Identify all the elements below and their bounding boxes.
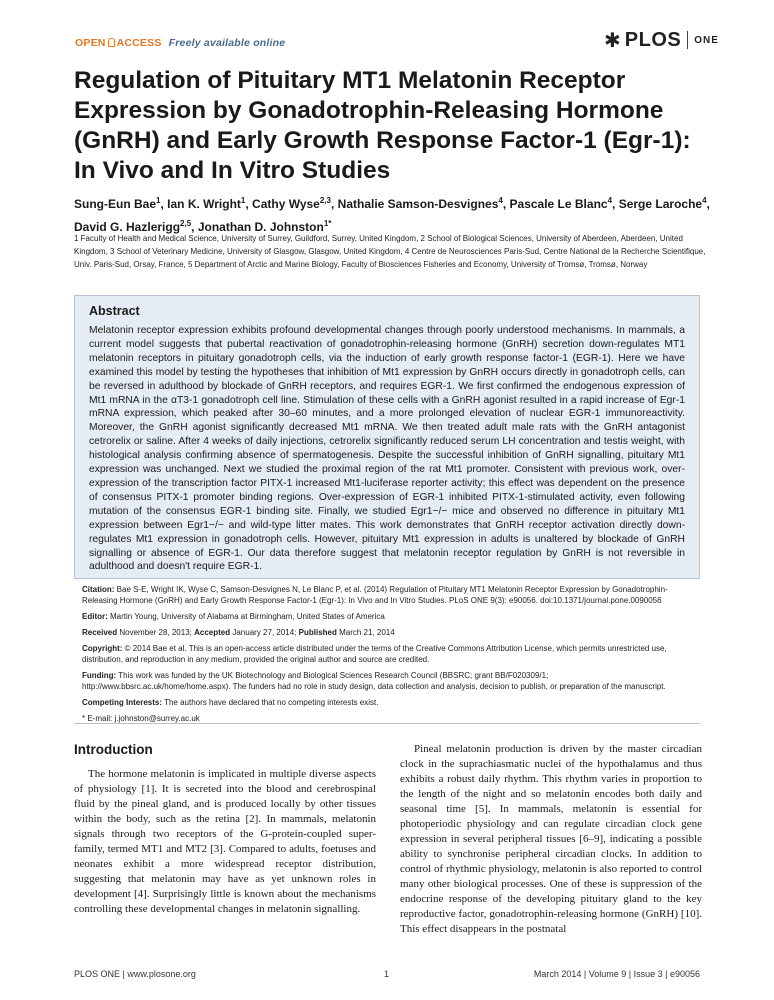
body-column-left [74,742,376,917]
freely-available-label: Freely available online [168,37,286,49]
logo-text: PLOS [624,28,682,51]
logo-subtext: ONE [694,34,719,46]
copyright: Copyright: © 2014 Bae et al. This is an open-access article distributed under the terms of the Creative Commons Attribution License, which permits unrestricted use, distribution, and reproduction in any medium, provided the original author and source are credited. [82,644,667,664]
footer-issue: March 2014 | Volume 9 | Issue 3 | e90056 [533,969,700,979]
author: Pascale Le Blanc [509,197,608,211]
lock-icon [108,38,115,47]
author-list: Sung-Eun Bae$^1$, Ian K. Wright$^1$, Cathy Wyse$^{2,3}$, Nathalie Samson-Desvignes$^4$, Pascale Le Blanc$^4$, Serge Laroche$^4$, David G. Hazlerigg$^{2,5}$, Jonathan D. Johnston$^{1*}$ [74,196,710,234]
dates: Received November 28, 2013; Accepted January 27, 2014; Published March 21, 2014 [82,628,395,637]
page-number: 1 [384,969,390,979]
author: David G. Hazlerigg [74,220,181,234]
funding: Funding: This work was funded by the UK Biotechnology and Biological Sciences Research Council (BBSRC; grant BB/F020309/1; http://www.bbsrc.ac.uk/home/home.aspx). The funders had no role in study design, data collection and analysis, decision to publish, or preparation of the manuscript. [82,671,666,691]
author: Ian K. Wright [167,197,241,211]
intro-paragraph: The hormone melatonin is implicated in multiple diverse aspects of physiology [1]. It is secreted into the blood and cerebrospinal fluid by the pineal gland, and is produced locally by other tissues within the body, such as the retina [2]. In mammals, melatonin signals through two receptors of the G-protein-coupled super-family, termed MT1 and MT2 [3]. Compared to adults, foetuses and neonates exhibit a more widespread receptor distribution, suggesting that melatonin may have as yet unknown roles in development [4]. Surprisingly little is known about the mechanisms controlling these developmental changes in melatonin signalling. [74,768,376,915]
author: Cathy Wyse [252,197,320,211]
body-column-right [400,742,702,937]
competing-interests: Competing Interests: The authors have declared that no competing interests exist. [82,698,379,707]
author: Jonathan D. Johnston [197,220,324,234]
email[interactable]: * E-mail: j.johnston@surrey.ac.uk [82,714,200,723]
plos-one-logo [604,28,719,52]
author: Serge Laroche [618,197,703,211]
affiliations: 1 Faculty of Health and Medical Science, University of Surrey, Guildford, Surrey, United Kingdom, 2 School of Biological Sciences, University of Aberdeen, Aberdeen, United Kingdom, 3 School of Veterinary Medicine, University of Glasgow, Glasgow, United Kingdom, 4 Centre de Neurosciences Paris-Sud, Centre National de la Recherche Scientifique, Univ. Paris-Sud, Orsay, France, 5 Department of Arctic and Marine Biology, Faculty of Biosciences Fisheries and Economy, University of Tromsø, Tromsø, Norway [74,234,706,269]
introduction-heading: Introduction [74,742,153,757]
abstract-heading: Abstract [89,304,140,318]
article-title: Regulation of Pituitary MT1 Melatonin Receptor Expression by Gonadotrophin-Releasing Hormone (GnRH) and Early Growth Response Factor-1 (Egr-1): In Vivo and In Vitro Studies [74,67,691,184]
open-access-badge: OPEN ACCESS Freely available online [75,37,286,49]
abstract-text: Melatonin receptor expression exhibits profound developmental changes through poorly understood mechanisms. In mammals, a current model suggests that pubertal reactivation of gonadotrophin-releasing hormone (GnRH) secretion down-regulates MT1 melatonin receptors in pituitary gonadotroph cells, via the induction of early growth response factor-1 (EGR-1). Here we have examined this model by testing the hypotheses that inhibition of Mt1 expression by GnRH occurs directly in gonadotroph cells, can be reversed in adulthood by blockade of GnRH receptors, and requires EGR-1. We first confirmed the endogenous expression of Mt1 mRNA in the αT3-1 gonadotroph cell line. Stimulation of these cells with a GnRH agonist resulted in a rapid increase of Egr-1 mRNA expression, which peaked after 30–60 minutes, and a more prolonged elevation of nuclear EGR-1 immunoreactivity. Moreover, the GnRH agonist significantly decreased Mt1 mRNA. We then treated adult male rats with the GnRH antagonist cetrorelix or saline. After 4 weeks of daily injections, cetrorelix significantly reduced serum LH concentration and testis weight, with histological analysis confirming absence of spermatogenesis. Despite the successful inhibition of GnRH signalling, pituitary Mt1 expression was unchanged. Next we studied the proximal region of the rat Mt1 promoter. Consistent with previous work, over-expression of the transcription factor PITX-1 increased Mt1-luciferase reporter activity; this effect was dependent on the presence of consensus PITX-1 promoter binding regions. Over-expression of EGR-1 inhibited PITX-1-stimulated activity, even following mutation of the consensus EGR-1 binding site. Finally, we studied Egr1−/− mice and observed no difference in pituitary Mt1 expression between Egr1−/− and wild-type litter mates. This work demonstrates that GnRH receptor activation directly down-regulates Mt1 expression in gonadotroph cells. However, pituitary Mt1 expression in adults is unaltered by blockade of GnRH signalling or absence of EGR-1. Our data therefore suggest that melatonin receptor regulation by GnRH is not reversible in adulthood and doesn't require EGR-1. [89,325,685,573]
intro-paragraph: Pineal melatonin production is driven by the master circadian clock in the suprachiasmatic nuclei of the hypothalamus and thus exhibits a robust daily rhythm. This rhythm varies in proportion to the length of the night and so melatonin encodes both daily and seasonal time [5]. In mammals, melatonin is essential for photoperiodic physiology and can regulate circadian clock gene expression in several peripheral tissues [6–9], indicating a possible ability to synchronise peripheral circadian clocks. In addition to control of rhythmic physiology, melatonin is also reported to control many other biological processes. One of these is suppression of the endocrine response of the developing pituitary gland to the key reproductive factor, gonadotrophin-releasing hormone (GnRH) [10]. This effect disappears in the postnatal [400,743,702,935]
plos-logo-icon: ✱ [604,28,621,52]
author: Nathalie Samson-Desvignes [337,197,499,211]
article-metadata [74,584,700,723]
editor: Editor: Martin Young, University of Alabama at Birmingham, United States of America [82,612,385,621]
citation: Citation: Bae S-E, Wright IK, Wyse C, Samson-Desvignes N, Le Blanc P, et al. (2014) Regulation of Pituitary MT1 Melatonin Receptor Expression by Gonadotrophin-Releasing Hormone (GnRH) and Early Growth Response Factor-1 (Egr-1): In Vivo and In Vitro Studies. PLoS ONE 9(3): e90056. doi:10.1371/journal.pone.0090056 [82,585,668,605]
footer-journal: PLOS ONE | www.plosone.org [74,969,196,979]
logo-divider [687,31,688,49]
abstract-box [74,295,700,579]
author: Sung-Eun Bae [74,197,157,211]
